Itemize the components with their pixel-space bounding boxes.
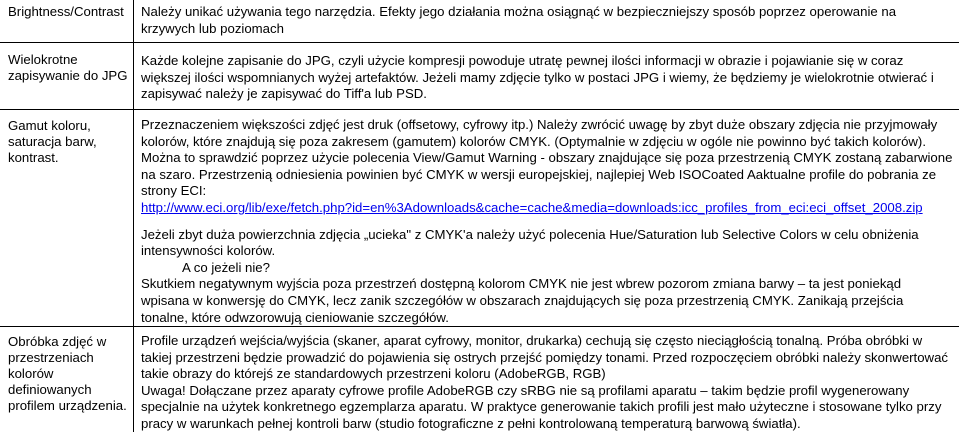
row-divider — [0, 42, 959, 43]
paragraph: Profile urządzeń wejścia/wyjścia (skaner, aparat cyfrowy, monitor, drukarka) cechują się często nieciągłością tonalną. Próba obróbki w takiej przestrzeni będzie prowadzić do pojawienia się ostrych przejść pomiędzy tonami. Przed rozpoczęciem obróbki należy skonwertować takie obrazy do którejś ze standardowych przestrzeni koloru (AdobeRGB, RGB) — [141, 333, 949, 382]
paragraph: Uwaga! Dołączane przez aparaty cyfrowe profile AdobeRGB czy sRBG nie są profilami aparatu – takim będzie profil wygenerowany specjalnie na użytek konkretnego egzemplarza aparatu. W praktyce generowanie takich profili jest mało użyteczne i stosowane tylko przy pracy w warunkach pełnej kontroli barw (studio fotograficzne z pełni kontrolowaną temperaturą barwową światła). — [141, 382, 942, 431]
row-divider — [0, 326, 959, 327]
row-text-brightness-contrast — [141, 4, 953, 37]
eci-profiles-link[interactable]: http://www.eci.org/lib/exe/fetch.php?id=en%3Adownloads&cache=cache&media=downloads:icc_profiles_from_eci:eci_offset_2008.zip — [141, 199, 923, 215]
paragraph: Skutkiem negatywnym wyjścia poza przestrzeń dostępną kolorom CMYK nie jest wbrew pozorom zmiana barwy – ta jest poniekąd wpisana w konwersję do CMYK, lecz zanik szczegółów w obszarach znajdujących się poza przestrzenią CMYK. Zanikają przejścia tonalne, które odwzorowują cieniowanie szczegółów. — [141, 276, 904, 325]
paragraph: Należy unikać używania tego narzędzia. Efekty jego działania można osiągnąć w bezpieczniejszy sposób poprzez operowanie na krzywych lub poziomach — [141, 4, 897, 36]
row-text-device-profiles — [141, 333, 953, 433]
paragraph: Przeznaczeniem większości zdjęć jest druk (offsetowy, cyfrowy itp.) Należy zwrócić uwagę by zbyt duże obszary zdjęcia nie przyjmowały kolorów, które znajdują się poza zakresem (gamutem) kolorów CMYK. (Optymalnie w zdjęciu w ogóle nie powinno być takich kolorów). Można to sprawdzić poprzez użycie polecenia View/Gamut Warning - obszary znajdujące się poza przestrzenią CMYK zostaną zabarwione na szaro. Przestrzenią odniesienia powinien być CMYK w wersji europejskiej, najlepiej Web ISOCoated Aaktualne profile do pobrania ze strony ECI: — [141, 117, 953, 199]
row-text-gamut — [141, 117, 953, 326]
row-label-jpg-resave: Wielokrotne zapisywanie do JPG — [8, 52, 128, 83]
row-divider — [0, 109, 959, 110]
row-label-brightness-contrast: Brightness/Contrast — [8, 4, 124, 19]
column-divider — [133, 0, 134, 432]
row-label-device-profiles: Obróbka zdjęć w przestrzeniach kolorów definiowanych profilem urządzenia. — [8, 334, 127, 413]
row-text-jpg-resave — [141, 53, 953, 103]
paragraph: Jeżeli zbyt duża powierzchnia zdjęcia „ucieka" z CMYK'a należy użyć polecenia Hue/Saturation lub Selective Colors w celu obniżenia intensywności kolorów. — [141, 226, 919, 259]
row-label-gamut: Gamut koloru, saturacja barw, kontrast. — [8, 118, 97, 165]
paragraph: A co jeżeli nie? — [182, 259, 270, 275]
paragraph: Każde kolejne zapisanie do JPG, czyli użycie kompresji powoduje utratę pewnej ilości informacji w obrazie i pojawianie się w coraz większej ilości wspomnianych wyżej artefaktów. Jeżeli mamy zdjęcie tylko w postaci JPG i wiemy, że będziemy je wielokrotnie otwierać i zapisywać należy je zapisywać do Tiff'a lub PSD. — [141, 53, 934, 102]
